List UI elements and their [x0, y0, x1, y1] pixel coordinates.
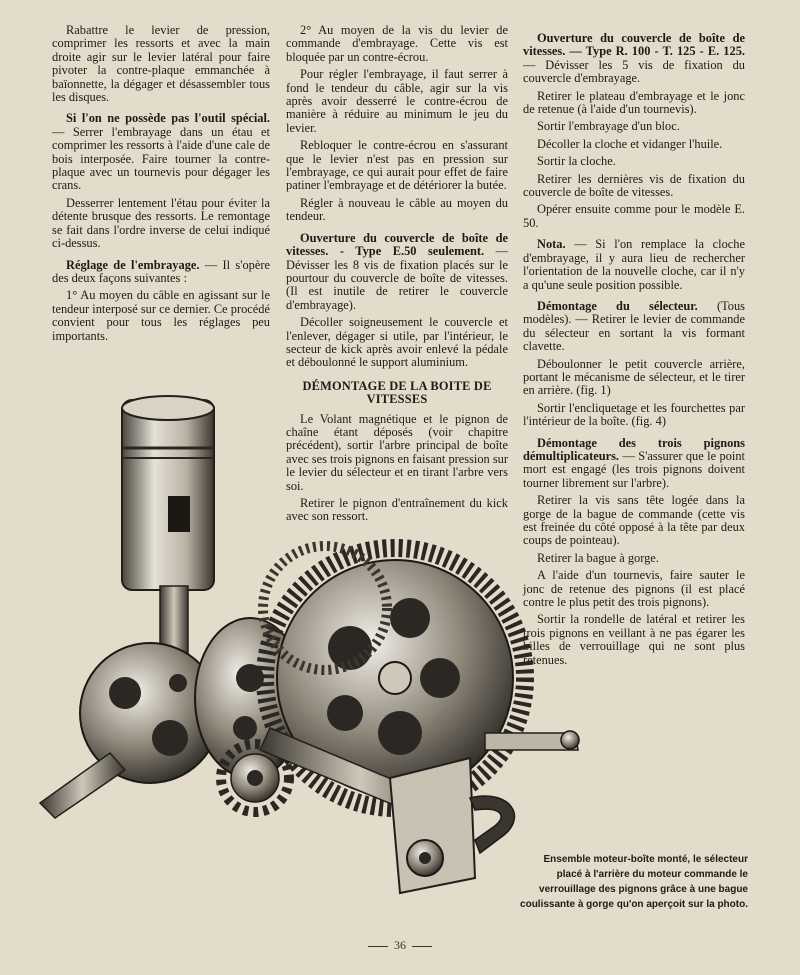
paragraph: [286, 68, 508, 135]
text-column-1: [52, 24, 270, 347]
paragraph: [523, 138, 745, 151]
engine-gearbox-photo: [30, 378, 600, 918]
paragraph-lead-in: Réglage de l'embrayage.: [66, 257, 200, 272]
paragraph-text: Retirer la bague à gorge.: [537, 550, 659, 565]
folio-dash-right: [412, 946, 432, 947]
paragraph-text: Sortir l'embrayage d'un bloc.: [537, 119, 680, 134]
paragraph-text: A l'aide d'un tournevis, faire sauter le jonc de retenue des pignons (il est placé contre le plus petit des trois pignons).: [523, 568, 745, 610]
page-number: 36: [394, 938, 406, 952]
paragraph: [286, 139, 508, 193]
paragraph-text: — Dévisser les 5 vis de fixation du couvercle d'embrayage.: [523, 57, 745, 86]
paragraph: [523, 32, 745, 86]
paragraph-text: Retirer la vis sans tête logée dans la gorge de la bague de commande (cette vis est freinée du côté opposé à la tête par deux coups de pointeau).: [523, 493, 745, 548]
paragraph-text: Retirer le pignon d'entraînement du kick avec son ressort.: [286, 496, 508, 524]
paragraph-text: Retirer le plateau d'embrayage et le jonc de retenue (à l'aide d'un tournevis).: [523, 88, 745, 117]
paragraph: [286, 232, 508, 312]
paragraph-text: 1° Au moyen du câble en agissant sur le tendeur interposé sur ce dernier. Ce procédé convient pour tous les réglages peu importants.: [52, 288, 270, 343]
paragraph-lead-in: Démontage du sélecteur.: [537, 298, 698, 313]
paragraph: [52, 24, 270, 104]
paragraph: [523, 90, 745, 117]
paragraph-lead-in: Ouverture du couvercle de boîte de vitesses. — Type R. 100 - T. 125 - E. 125.: [523, 31, 745, 59]
paragraph: [52, 259, 270, 286]
paragraph-lead-in: Si l'on ne possède pas l'outil spécial.: [66, 111, 270, 126]
paragraph: [286, 197, 508, 224]
paragraph: [286, 24, 508, 64]
folio-dash-left: [368, 946, 388, 947]
paragraph-text: Sortir la rondelle de latéral et retirer les trois pignons en veillant à ne pas égarer les billes de verrouillage qui ne sont plus retenues.: [523, 612, 745, 667]
paragraph-text: Régler à nouveau le câble au moyen du tendeur.: [286, 195, 508, 224]
paragraph: [286, 316, 508, 370]
paragraph-text: Décoller la cloche et vidanger l'huile.: [537, 136, 723, 151]
paragraph-text: Retirer les dernières vis de fixation du couvercle de boîte de vitesses.: [523, 171, 745, 200]
paragraph-text: — Il s'opère des deux façons suivantes :: [52, 257, 270, 285]
paragraph-text: — Serrer l'embrayage dans un étau et comprimer les ressorts à l'aide d'une cale de bois interposée. Faire tourner la contre-plaque avec un tournevis pour dégager les crans.: [52, 124, 270, 193]
paragraph-text: — Dévisser les 8 vis de fixation placés sur le pourtour du couvercle de boîte de vitesses. (Il est inutile de retirer le couvercle d'embrayage).: [286, 244, 508, 312]
paragraph-text: Opérer ensuite comme pour le modèle E. 50.: [523, 202, 745, 230]
figure-caption: Ensemble moteur-boîte monté, le sélecteur placé à l'arrière du moteur commande le verrouillage des pignons grâce à une bague coulissante à gorge qu'on aperçoit sur la photo.: [520, 854, 748, 910]
paragraph: [52, 112, 270, 192]
page-number-footer: [0, 938, 800, 953]
paragraph-text: Rebloquer le contre-écrou en s'assurant que le levier n'est pas en pression sur l'embrayage, ce qui aurait pour effet de faire patiner l'embrayage et de détériorer la butée.: [286, 138, 508, 193]
paragraph-text: Déboulonner le petit couvercle arrière, portant le mécanisme de sélecteur, et le tirer en arrière. (fig. 1): [523, 356, 745, 398]
paragraph-text: Sortir la cloche.: [537, 154, 616, 169]
paragraph: [52, 197, 270, 251]
paragraph: [523, 120, 745, 133]
paragraph-text: Pour régler l'embrayage, il faut serrer à fond le tendeur du câble, agir sur la vis après avoir desserré le contre-écrou de manière à réduire au minimum le jeu du levier.: [286, 67, 508, 135]
paragraph: [523, 203, 745, 230]
paragraph-text: — S'assurer que le point mort est engagé (les trois pignons doivent tourner librement sur l'arbre).: [523, 448, 745, 490]
paragraph-text: Rabattre le levier de pression, comprimer les ressorts et avec la main droite agir sur le levier latéral pour faire pivoter la contre-plaque emmanchée à baïonnette, la dégager et désassembler tous les disques.: [52, 23, 270, 105]
paragraph-text: 2° Au moyen de la vis du levier de commande d'embrayage. Cette vis est bloquée par un contre-écrou.: [286, 23, 508, 64]
paragraph: [52, 289, 270, 343]
paragraph-text: Décoller soigneusement le couvercle et l'enlever, dégager si utile, par l'intérieur, le secteur de kick après avoir enlevé la pédale et déboulonné le support aluminium.: [286, 315, 508, 370]
paragraph-text: — Si l'on remplace la cloche d'embrayage, il y aura lieu de rechercher l'orientation de la nouvelle cloche, car il n'y a qu'une seule position possible.: [523, 237, 745, 292]
paragraph-lead-in: Ouverture du couvercle de boîte de vitesses. - Type E.50 seulement.: [286, 230, 508, 259]
paragraph: [523, 155, 745, 168]
paragraph-text: Le Volant magnétique et le pignon de chaîne étant déposés (voir chapitre précédent), sortir l'arbre principal de boîte avec ses trois pignons en faisant pression sur le levier du sélecteur et en tirant l'arbre vers soi.: [286, 411, 508, 493]
paragraph-lead-in: Démontage des trois pignons démultiplicateurs.: [523, 435, 745, 463]
paragraph-text: Sortir l'encliquetage et les fourchettes par l'intérieur de la boîte. (fig. 4): [523, 400, 745, 429]
paragraph-text: (Tous modèles). — Retirer le levier de commande du sélecteur en sortant la vis formant clavette.: [523, 298, 745, 354]
paragraph: [523, 300, 745, 354]
section-heading: DÉMONTAGE DE LA BOITE DE VITESSES: [302, 378, 492, 407]
paragraph-text: Desserrer lentement l'étau pour éviter la détente brusque des ressorts. Le remontage se fait dans l'ordre inverse de celui indiqué ci-dessus.: [52, 195, 270, 251]
paragraph: [523, 173, 745, 200]
paragraph: [523, 238, 745, 292]
paragraph-lead-in: Nota.: [537, 237, 566, 252]
